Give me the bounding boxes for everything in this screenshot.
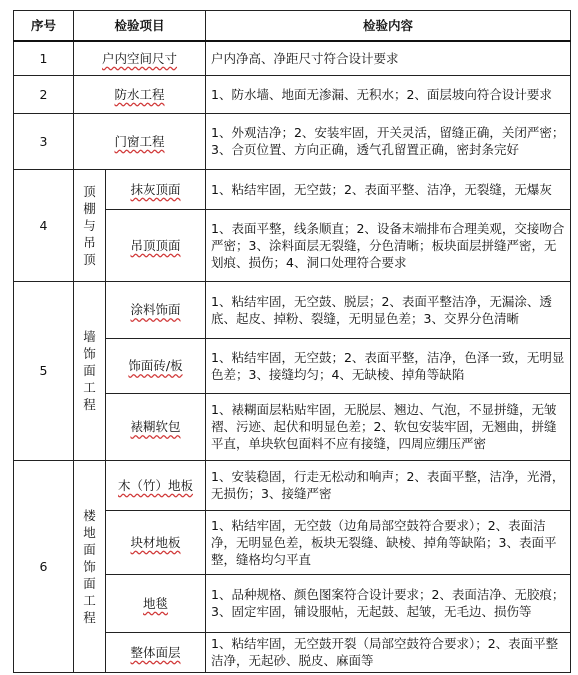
inspection-table — [13, 10, 571, 673]
sub-item: 地毯 — [106, 574, 206, 632]
sub-content: 1、粘结牢固，无空鼓、脱层；2、表面平整洁净，无漏涂、透底、起皮、掉粉、裂缝，无明显色差；3、交界分色清晰 — [206, 281, 571, 338]
row-no: 5 — [14, 281, 74, 460]
sub-content: 1、裱糊面层粘贴牢固，无脱层、翘边、气泡，不显拼缝，无皱褶、污迹、起伏和明显色差；2、软包安装牢固，无翘曲，拼缝平直，单块软包面料不应有接缝，四周应绷压严密 — [206, 393, 571, 460]
row-item: 户内空间尺寸 — [74, 41, 206, 75]
sub-item: 块材地板 — [106, 510, 206, 574]
sub-content: 1、粘结牢固，无空鼓开裂（局部空鼓符合要求）；2、表面平整洁净，无起砂、脱皮、麻面等 — [206, 632, 571, 672]
row-content: 1、外观洁净；2、安装牢固，开关灵活，留缝正确，关闭严密；3、合页位置、方向正确，透气孔留置正确，密封条完好 — [206, 113, 571, 169]
sub-content: 1、粘结牢固，无空鼓；2、表面平整、洁净，无裂缝，无爆灰 — [206, 169, 571, 209]
row-item: 防水工程 — [74, 75, 206, 113]
sub-item: 抹灰顶面 — [106, 169, 206, 209]
sub-item: 裱糊软包 — [106, 393, 206, 460]
sub-content: 1、粘结牢固，无空鼓；2、表面平整，洁净，色泽一致，无明显色差；3、接缝均匀；4、无缺棱、掉角等缺陷 — [206, 338, 571, 393]
category-cell: 墙 饰 面 工 程 — [74, 281, 106, 460]
category-cell: 顶 棚 与 吊 顶 — [74, 169, 106, 281]
row-no: 1 — [14, 41, 74, 75]
row-no: 2 — [14, 75, 74, 113]
row-item: 门窗工程 — [74, 113, 206, 169]
row-no: 3 — [14, 113, 74, 169]
header-item: 检验项目 — [74, 11, 206, 42]
sub-content: 1、表面平整，线条顺直；2、设备末端排布合理美观，交接吻合严密；3、涂料面层无裂缝，分色清晰；板块面层拼缝严密，无划痕、损伤；4、洞口处理符合要求 — [206, 209, 571, 281]
sub-item: 饰面砖/板 — [106, 338, 206, 393]
row-no: 4 — [14, 169, 74, 281]
header-no: 序号 — [14, 11, 74, 42]
sub-item: 整体面层 — [106, 632, 206, 672]
table-row — [14, 113, 571, 169]
table-row — [14, 169, 571, 209]
sub-item: 木（竹）地板 — [106, 460, 206, 510]
sub-item: 涂料饰面 — [106, 281, 206, 338]
table-row — [14, 460, 571, 510]
sub-content: 1、粘结牢固，无空鼓（边角局部空鼓符合要求）；2、表面洁净，无明显色差，板块无裂缝、缺棱、掉角等缺陷；3、表面平整，缝格均匀平直 — [206, 510, 571, 574]
sub-item: 吊顶顶面 — [106, 209, 206, 281]
category-cell: 楼 地 面 饰 面 工 程 — [74, 460, 106, 672]
table-row — [14, 281, 571, 338]
row-content: 1、防水墙、地面无渗漏、无积水；2、面层坡向符合设计要求 — [206, 75, 571, 113]
table-row — [14, 75, 571, 113]
sub-content: 1、安装稳固，行走无松动和响声；2、表面平整，洁净，光滑，无损伤；3、接缝严密 — [206, 460, 571, 510]
header-row — [14, 11, 571, 42]
sub-content: 1、品种规格、颜色图案符合设计要求；2、表面洁净、无胶痕；3、固定牢固，铺设服帖，无起鼓、起皱，无毛边、损伤等 — [206, 574, 571, 632]
row-content: 户内净高、净距尺寸符合设计要求 — [206, 41, 571, 75]
header-content: 检验内容 — [206, 11, 571, 42]
row-no: 6 — [14, 460, 74, 672]
table-row — [14, 41, 571, 75]
